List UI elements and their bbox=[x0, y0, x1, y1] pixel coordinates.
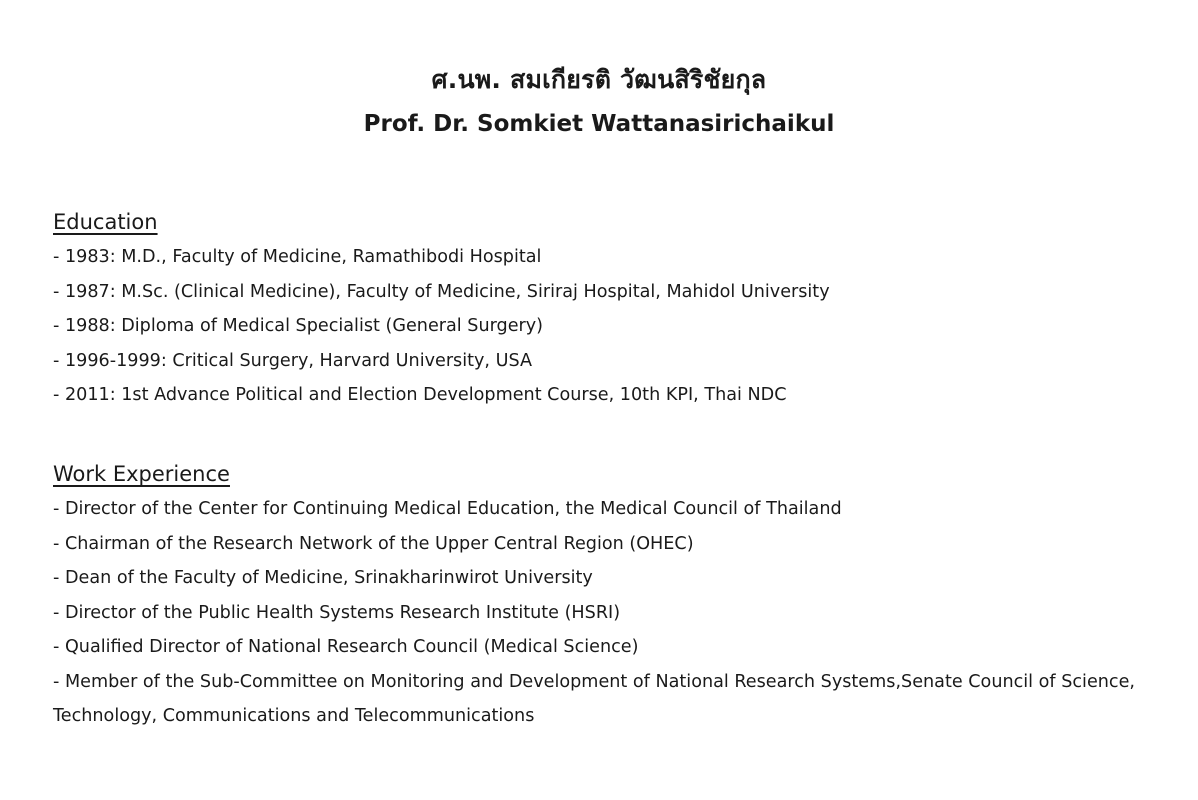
education-item: - 2011: 1st Advance Political and Election Development Course, 10th KPI, Thai NDC bbox=[53, 385, 787, 405]
work-experience-item: - Chairman of the Research Network of the Upper Central Region (OHEC) bbox=[53, 533, 694, 554]
education-item: - 1996-1999: Critical Surgery, Harvard University, USA bbox=[53, 350, 533, 371]
work-experience-item: - Dean of the Faculty of Medicine, Srinakharinwirot University bbox=[53, 568, 593, 588]
work-experience-item: - Director of the Public Health Systems Research Institute (HSRI) bbox=[53, 602, 621, 623]
name-thai: ศ.นพ. สมเกียรติ วัฒนสิริชัยกุล bbox=[431, 65, 767, 94]
work-experience-heading: Work Experience bbox=[53, 462, 230, 486]
work-experience-list bbox=[53, 492, 1163, 734]
work-experience-item: - Qualified Director of National Research Council (Medical Science) bbox=[53, 637, 639, 657]
education-item: - 1983: M.D., Faculty of Medicine, Ramathibodi Hospital bbox=[53, 247, 542, 267]
education-list bbox=[53, 240, 1163, 413]
work-experience-item: - Member of the Sub-Committee on Monitoring and Development of National Research Systems,Senate Council of Science, Technology, Communications and Telecommunications bbox=[53, 671, 1136, 726]
education-item: - 1987: M.Sc. (Clinical Medicine), Faculty of Medicine, Siriraj Hospital, Mahidol University bbox=[53, 281, 830, 302]
education-section bbox=[53, 206, 1163, 413]
education-item: - 1988: Diploma of Medical Specialist (General Surgery) bbox=[53, 316, 544, 336]
title-block bbox=[0, 58, 1198, 146]
name-english: Prof. Dr. Somkiet Wattanasirichaikul bbox=[363, 111, 835, 137]
work-experience-section bbox=[53, 458, 1163, 734]
education-heading: Education bbox=[53, 210, 158, 234]
work-experience-item: - Director of the Center for Continuing Medical Education, the Medical Council of Thailand bbox=[53, 499, 842, 519]
